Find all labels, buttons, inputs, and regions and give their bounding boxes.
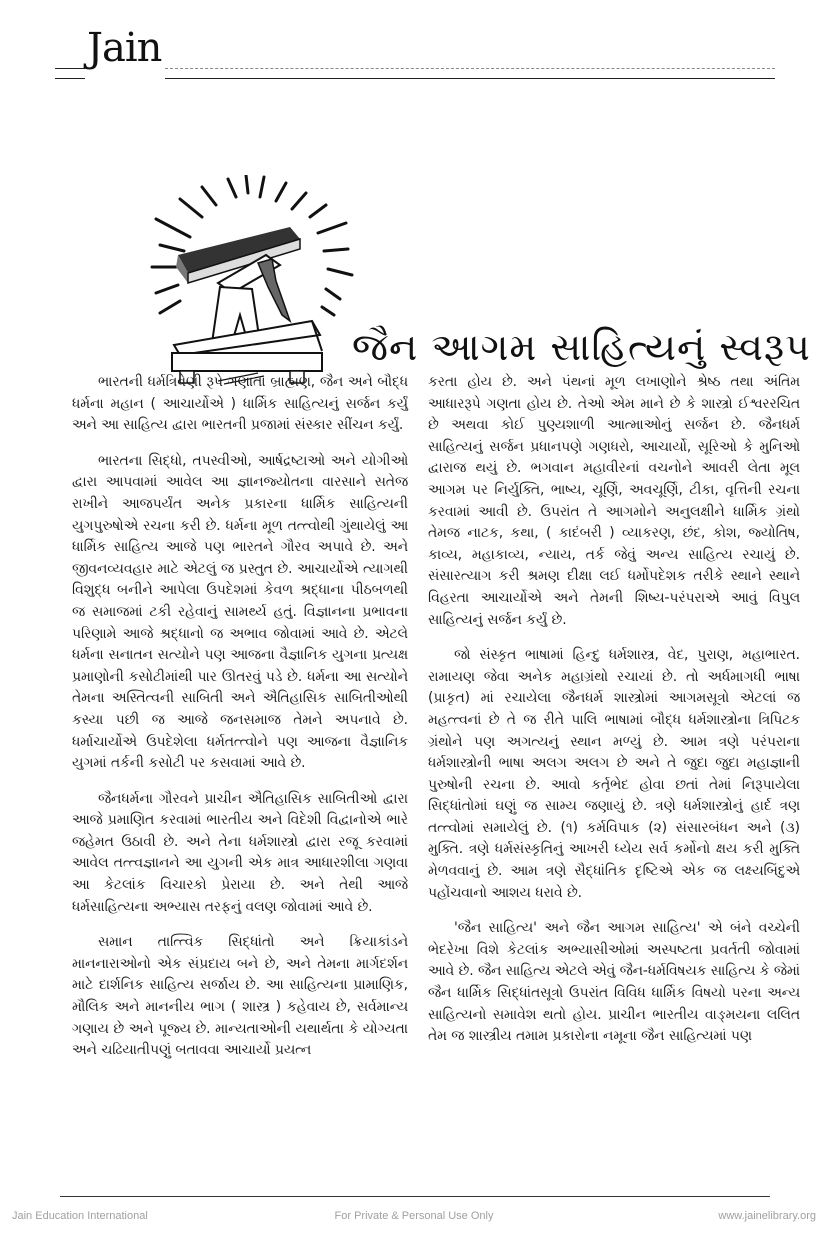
masthead-rule [55, 78, 85, 79]
footer [12, 1210, 816, 1230]
paragraph-continued: કરતા હોય છે. અને પંથનાં મૂળ લખાણોને શ્રેષ્ઠ તથા અંતિમ આધારરૂપે ગણતા હોય છે. તેઓ એમ માને છે કે શાસ્ત્રો ઈશ્વરરચિત છે અથવા કોઈ પુણ્યશાળી આત્માઓનું સર્જન છે. જૈનધર્મ સાહિત્યનું સર્જન પ્રધાનપણે ગણધરો, આચાર્યો, સૂરિઓ કે મુનિઓ દ્વારાજ થયું છે. ભગવાન મહાવીરનાં વચનોને આવરી લેતા મૂલ આગમ પર નિર્યુક્તિ, ભાષ્ય, ચૂર્ણિ, અવચૂર્ણિ, ટીકા, વૃત્તિની રચના કરવામાં આવી છે. ઉપરાંત તે આગમોને અનુલક્ષીને ધાર્મિક ગ્રંથો તેમજ નાટક, કથા, ( કાદંબરી ) વ્યાકરણ, છંદ, કોશ, જ્યોતિષ, કાવ્ય, મહાકાવ્ય, ન્યાય, તર્ક જેવું અન્ય સાહિત્ય રચાયું છે. સંસારત્યાગ કરી શ્રમણ દીક્ષા લઈ ધર્મોપદેશક તરીકે સ્થાને સ્થાને વિહરતા આચાર્યોએ અને તેમની શિષ્ય-પરંપરાએ આવું વિપુલ સાહિત્યનું સર્જન કર્યું છે. [428, 374, 800, 628]
masthead-rule [165, 68, 775, 69]
masthead-rule [165, 78, 775, 79]
scripture-on-stand-with-rays-icon [140, 175, 360, 385]
right-column [428, 372, 800, 1062]
jain-logo: Jain [87, 25, 162, 71]
paragraph: જૈનધર્મના ગૌરવને પ્રાચીન ઐતિહાસિક સાબિતીઓ દ્વારા આજે પ્રમાણિત કરવામાં ભારતીય અને વિદેશી વિદ્વાનોએ ભારે જહેમત ઉઠાવી છે. અને તેના ધર્મશાસ્ત્રો દ્વારા રજૂ કરવામાં આવેલ તત્ત્વજ્ઞાનને આ યુગની એક માત્ર આધારશીલા ગણવા આ કેટલાંક વિચારકો પ્રેરાયા છે. અને તેથી આજે ધર્મસાહિત્યના અભ્યાસ તરફનું વલણ જોવામાં આવે છે. [72, 790, 408, 915]
footer-usage-note: For Private & Personal Use Only [334, 1210, 494, 1222]
paragraph: જો સંસ્કૃત ભાષામાં હિન્દુ ધર્મશાસ્ત્ર, વેદ, પુરાણ, મહાભારત. રામાયણ જેવા અનેક મહાગ્રંથો રચાયાં છે. તો અર્ધમાગધી ભાષા (પ્રાકૃત) માં રચાયેલા જૈનધર્મ શાસ્ત્રોમાં આગમસૂત્રો એટલાં જ મહત્ત્વનાં છે તે જ રીતે પાલિ ભાષામાં બૌદ્ધ ધર્મશાસ્ત્રોના ત્રિપિટક ગ્રંથોને પણ અગત્યનું સ્થાન મળ્યું છે. આમ ત્રણે પરંપરાના ધર્મશાસ્ત્રોની ભાષા અલગ અલગ છે અને તે જુદા જુદા મહાજ્ઞાની પુરુષોની રચના છે. આવો કર્તૃભેદ હોવા છતાં તેમાં નિરૂપાયેલા સિદ્ધાંતોમાં ઘણું જ સામ્ય જણાયું છે. ત્રણે ધર્મશાસ્ત્રોનું હાર્દ ત્રણ તત્ત્વોમાં સમાયેલું છે. (૧) કર્મવિપાક (૨) સંસારબંધન અને (૩) મુક્તિ. ત્રણે ધર્મસંસ્કૃતિનું આખરી ધ્યેય સર્વ કર્મોનો ક્ષય કરી મુક્તિ મેળવવાનું છે. આમ ત્રણે સૈદ્ધાંતિક દૃષ્ટિએ એક જ લક્ષ્યબિંદુએ પહોંચવાનો આશય ધરાવે છે. [428, 647, 800, 901]
article-title: જૈન આગમ સાહિત્યનું સ્વરૂપ [352, 325, 811, 369]
footer-website-link[interactable]: www.jainelibrary.org [718, 1210, 816, 1222]
paragraph: ભારતની ધર્મત્રિવેણી રૂપે ગણાતા બ્રાહ્મણ, જૈન અને બૌદ્ધ ધર્મના મહાન ( આચાર્યોએ ) ધાર્મિક સાહિત્યનું સર્જન કર્યું અને આ સાહિત્ય દ્વારા ભારતની પ્રજામાં સંસ્કાર સીંચન કર્યું. [72, 374, 408, 434]
paragraph: ભારતના સિદ્ધો, તપસ્વીઓ, આર્ષદ્રષ્ટાઓ અને યોગીઓ દ્વારા આપવામાં આવેલ આ જ્ઞાનજ્યોતના વારસાને સતેજ રાખીને આજપર્યંત અનેક પ્રકારના ધાર્મિક સાહિત્યની યુગપુરુષોએ રચના કરી છે. ધર્મના મૂળ તત્ત્વોથી ગુંથાયેલું આ ધાર્મિક સાહિત્ય આજે પણ ભારતને ગૌરવ અપાવે છે. અને જીવનવ્યવહાર માટે એટલું જ પ્રસ્તુત છે. આચાર્યોએ ત્યાગથી વિશુદ્ધ બનીને આપેલા ઉપદેશમાં કેવળ શ્રદ્ધાના પીઠબળથી જ સમાજમાં ટકી રહેવાનું સામર્થ્ય હતું. વિજ્ઞાનના પ્રભાવના પરિણામે આજે શ્રદ્ધાનો જ અભાવ જોવામાં આવે છે. એટલે ધર્મના સનાતન સત્યોને પણ આજના વૈજ્ઞાનિક યુગના પ્રત્યક્ષ પ્રમાણોની કસોટીમાંથી પાર ઊતરવું પડે છે. ધર્મના આ સત્યોને તેમના અસ્તિત્વની સાબિતી અને ઐતિહાસિક સાબિતીઓથી કસ્યા પછી જ આજે જનસમાજ તેમને અપનાવે છે. ધર્માચાર્યોએ ઉપદેશેલા ધર્મતત્ત્વોને પણ આજના વૈજ્ઞાનિક યુગમાં તર્કની કસોટી પર કસવામાં આવે છે. [72, 452, 408, 772]
paragraph: સમાન તાત્ત્વિક સિદ્ધાંતો અને ક્રિયાકાંડને માનનારાઓનો એક સંપ્રદાય બને છે, અને તેમના માર્ગદર્શન માટે દાર્શનિક સાહિત્ય સર્જાય છે. આ સાહિત્યના પ્રામાણિક, મૌલિક અને માનનીય ભાગ ( શાસ્ત્ર ) કહેવાય છે, સર્વમાન્ય ગણાય છે અને પૂજ્ય છે. માન્યતાઓની યથાર્થતા કે યોગ્યતા અને ચઢિયાતીપણું બતાવવા આચાર્યો પ્રયત્ન [72, 934, 408, 1059]
bottom-rule [60, 1196, 770, 1197]
masthead-rule [55, 68, 85, 69]
masthead [55, 25, 775, 88]
left-column [72, 372, 408, 1076]
paragraph: 'જૈન સાહિત્ય' અને જૈન આગમ સાહિત્ય' એ બંને વચ્ચેની ભેદરેખા વિશે કેટલાંક અભ્યાસીઓમાં અસ્પષ્ટતા પ્રવર્તતી જોવામાં આવે છે. જૈન સાહિત્ય એટલે એવું જૈન-ધર્મવિષયક સાહિત્ય કે જેમાં જૈન ધાર્મિક સિદ્ધાંતસૂત્રો ઉપરાંત વિવિધ ધાર્મિક વિષયો પરના અન્ય સાહિત્યનો સમાવેશ થતો હોય. પ્રાચીન ભારતીય વાઙ્મયના લલિત તેમ જ શાસ્ત્રીય તમામ પ્રકારોના નમૂના જૈન સાહિત્યમાં પણ [428, 920, 800, 1045]
footer-publisher: Jain Education International [12, 1210, 148, 1222]
